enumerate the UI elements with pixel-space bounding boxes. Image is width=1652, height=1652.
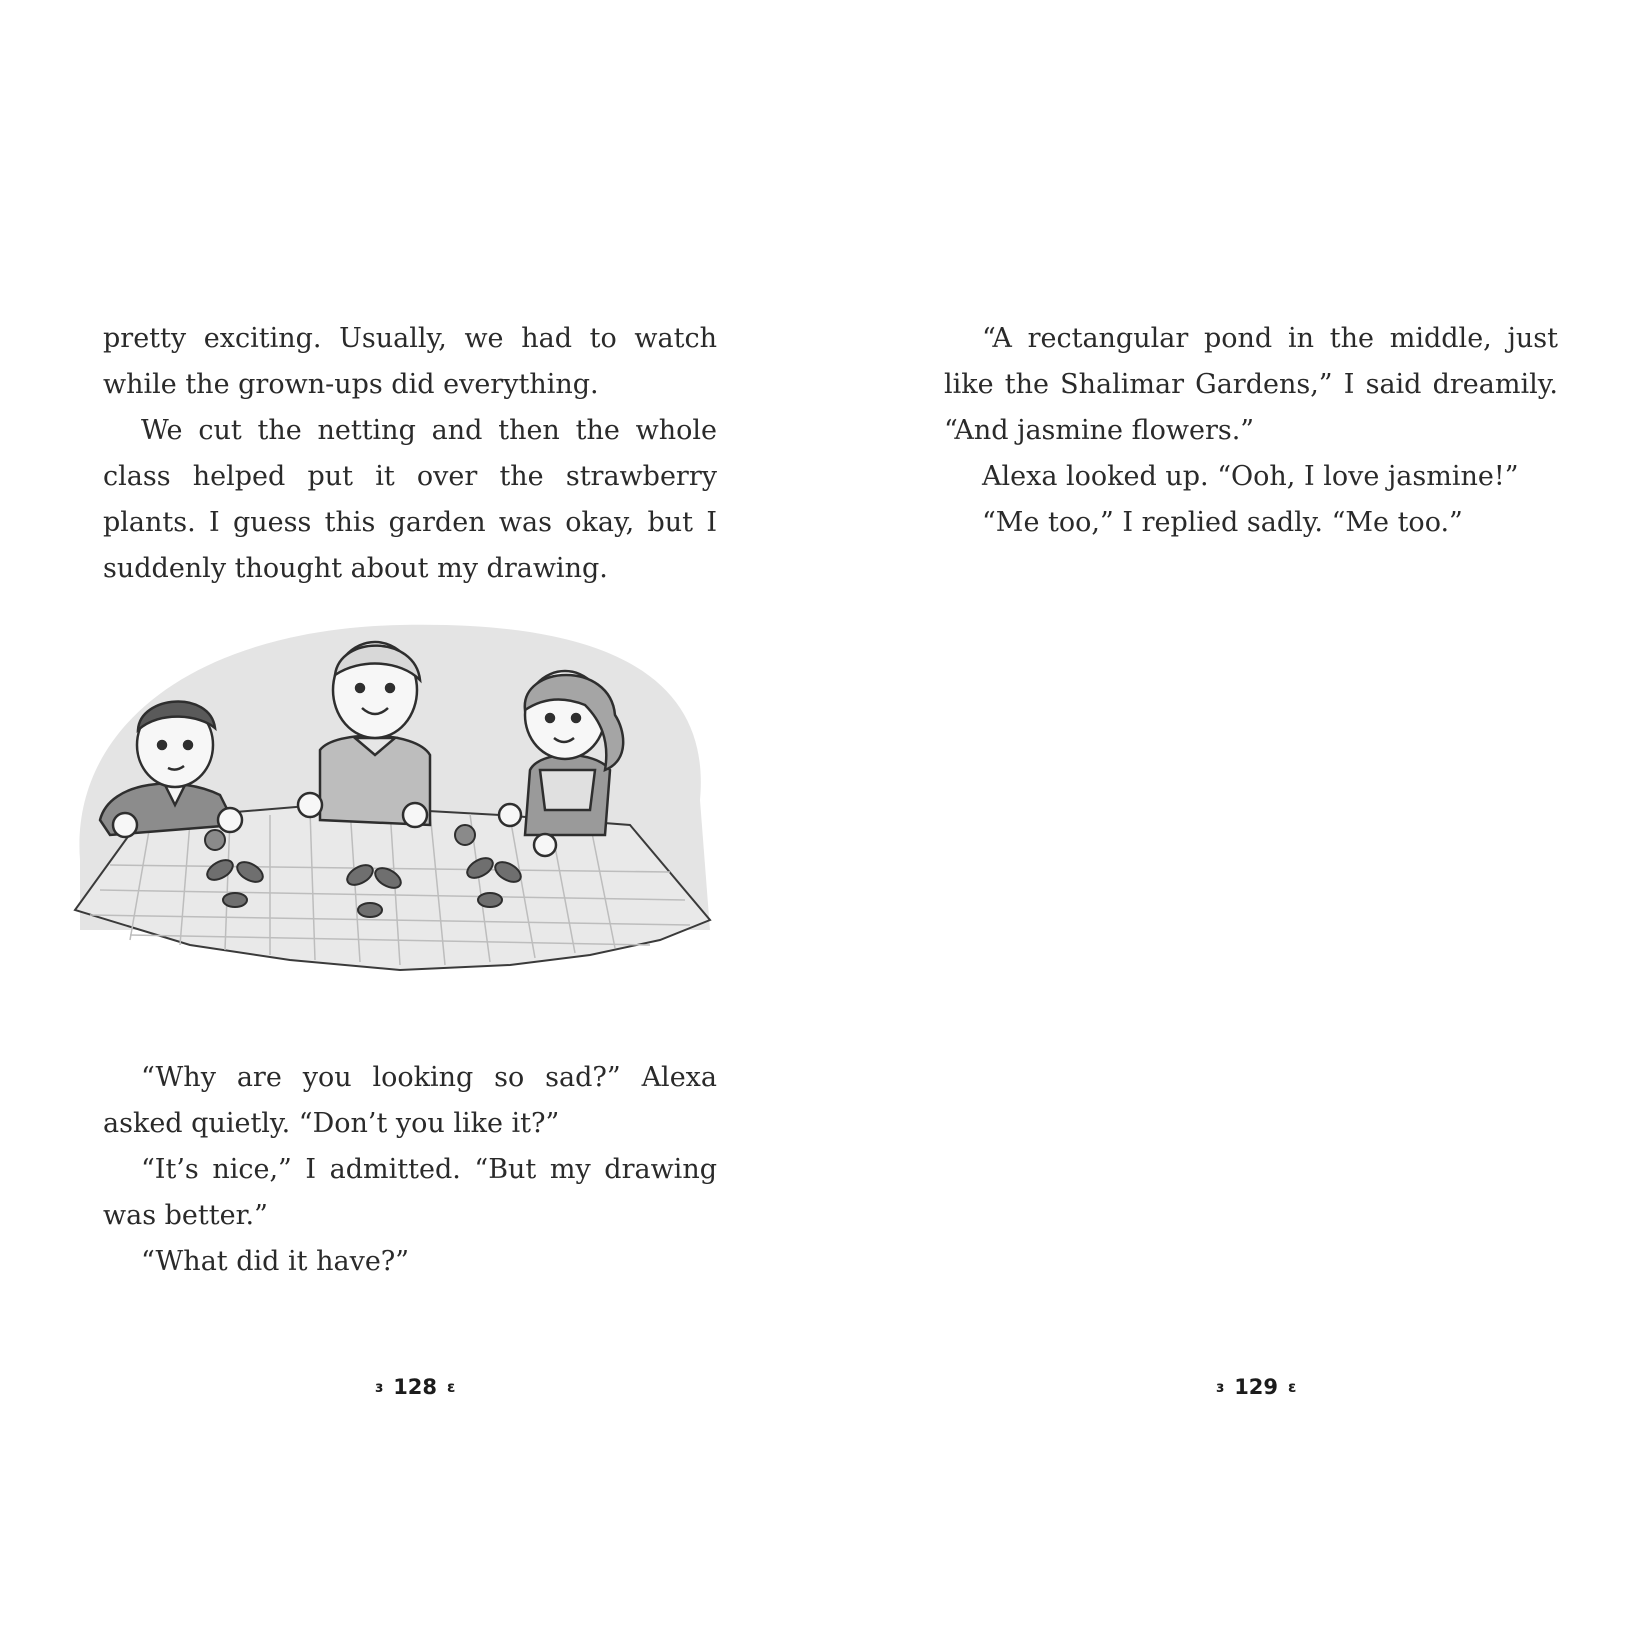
ornament-left-icon: ɜ bbox=[1216, 1378, 1225, 1396]
ornament-left-icon: ɜ bbox=[375, 1378, 384, 1396]
paragraph: pretty exciting. Usually, we had to watch while the grown-ups did everything. bbox=[103, 323, 717, 400]
ornament-right-icon: ɛ bbox=[1288, 1378, 1297, 1396]
paragraph: “A rectangular pond in the middle, just like the Shalimar Gardens,” I said dreamily. “And jasmine flowers.” bbox=[944, 323, 1558, 446]
page-number-left bbox=[375, 1375, 455, 1399]
page-number-right bbox=[1216, 1375, 1296, 1399]
paragraph: “It’s nice,” I admitted. “But my drawing was better.” bbox=[103, 1154, 717, 1231]
left-page-bottom-text bbox=[103, 1055, 717, 1285]
right-page bbox=[826, 0, 1652, 1652]
page-number-value: 128 bbox=[393, 1375, 438, 1399]
paragraph: “Why are you looking so sad?” Alexa asked quietly. “Don’t you like it?” bbox=[103, 1062, 717, 1139]
paragraph: Alexa looked up. “Ooh, I love jasmine!” bbox=[982, 461, 1519, 492]
page-number-value: 129 bbox=[1234, 1375, 1279, 1399]
paragraph: “Me too,” I replied sadly. “Me too.” bbox=[982, 507, 1463, 538]
right-page-text bbox=[944, 316, 1558, 546]
ornament-right-icon: ɛ bbox=[447, 1378, 456, 1396]
paragraph: “What did it have?” bbox=[141, 1246, 410, 1277]
paragraph: We cut the netting and then the whole class helped put it over the strawberry plants. I guess this garden was okay, but I suddenly thought about my drawing. bbox=[103, 415, 717, 584]
left-page-top-text bbox=[103, 316, 717, 592]
children-garden-illustration bbox=[70, 610, 770, 1050]
